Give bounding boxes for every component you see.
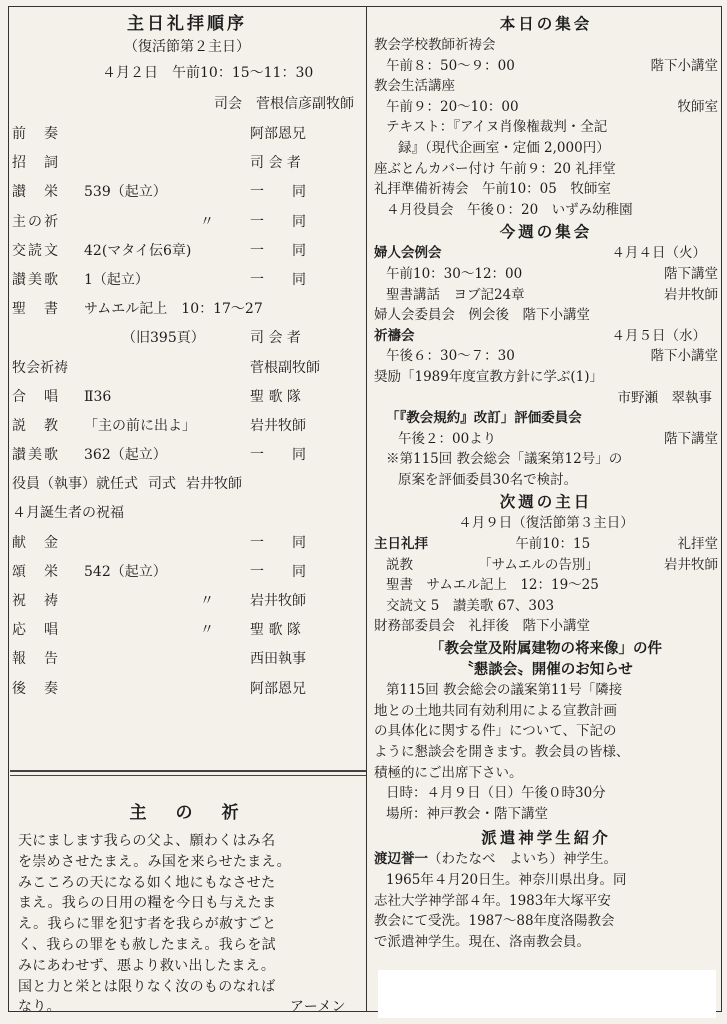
week-item-detail: 市野瀬 翠執事 — [617, 389, 712, 406]
lords-prayer-text — [12, 831, 362, 1018]
order-item-detail: 〃 — [200, 213, 214, 230]
time-text: 午後２：00より — [398, 430, 497, 447]
future-notice-subtitle: 〝懇談会〟開催のお知らせ — [459, 660, 633, 678]
order-item-leader: 阿部恩兄 — [250, 680, 306, 697]
order-item-name: 讃 栄 — [12, 184, 60, 201]
place-text: 階下小講堂 — [650, 348, 718, 365]
left-column — [12, 12, 362, 1016]
worship-order-item — [12, 120, 362, 149]
place-text: 牧師室 — [677, 98, 718, 115]
worship-order-item — [12, 149, 362, 178]
worship-order-item — [12, 237, 362, 266]
future-notice-line: 第115回 教会総会の議案第11号「隣接 — [386, 682, 623, 699]
meeting-name: 婦人会例会 — [374, 245, 442, 262]
order-item-detail: 542（起立） — [84, 563, 167, 580]
order-item-leader: 一 同 — [250, 184, 306, 201]
next-sunday-date: ４月９日（復活節第３主日） — [458, 515, 634, 532]
future-notice-where: 場所：神戸教会・階下講堂 — [386, 805, 548, 822]
order-item-name: ４月誕生者の祝福 — [12, 505, 124, 522]
preacher-name: 岩井牧師 — [663, 556, 718, 573]
worship-order-item — [12, 295, 362, 324]
order-item-leader: 聖 歌 隊 — [250, 622, 301, 639]
order-item-name: 頌 栄 — [12, 563, 60, 580]
worship-order-item — [12, 529, 362, 558]
future-notice-when: 日時：４月９日（日）午後０時30分 — [386, 785, 606, 802]
student-bio-line: 教会にて受洗。1987〜88年度洛陽教会 — [374, 913, 615, 930]
prayer-last-line — [18, 997, 356, 1018]
student-name-line — [374, 849, 718, 870]
worship-order-item — [12, 266, 362, 295]
order-item-detail: 362（起立） — [84, 447, 167, 464]
place-text: 階下講堂 — [664, 430, 718, 447]
week-item: 婦人会委員会 例会後 階下小講堂 — [374, 307, 590, 324]
prayer-line: 国と力と栄とは限りなく汝のものなれば — [18, 978, 276, 995]
place-text: 礼拝堂 — [677, 536, 718, 553]
worship-order-item — [12, 616, 362, 645]
week-item-detail — [374, 346, 718, 367]
worship-order-item — [12, 324, 362, 353]
order-item-name: 牧会祈祷 — [12, 359, 68, 376]
today-item-detail — [374, 56, 718, 77]
order-item-name: 報 告 — [12, 651, 60, 668]
week-item-detail — [374, 429, 718, 450]
future-notice-line: 地との土地共同有効利用による宣教計画 — [374, 702, 617, 719]
order-item-detail: Ⅱ36 — [84, 388, 112, 405]
future-notice-title: 「教会堂及附属建物の将来像」の件 — [430, 640, 662, 658]
future-notice-line: 積極的にご出席下さい。 — [374, 764, 523, 781]
week-item — [374, 243, 718, 264]
order-item-name: 聖 書 — [12, 301, 60, 318]
week-item-detail — [374, 285, 718, 306]
worship-order-item — [12, 383, 362, 412]
today-item: ４月役員会 午後０：20 いずみ幼稚園 — [386, 201, 633, 218]
order-item-name: 後 奏 — [12, 680, 60, 697]
item-label: 説教 — [386, 556, 413, 573]
worship-presider: 司会 菅根信彦副牧師 — [214, 96, 354, 112]
scripture-text: サムエル記上 12：19〜25 — [426, 577, 599, 594]
today-item: 教会学校教師祈祷会 — [374, 37, 496, 53]
future-notice-line: の具体化に関する件」について、下記の — [374, 723, 617, 740]
order-item-leader: 岩井牧師 — [250, 417, 306, 434]
meeting-date: ４月５日（水） — [611, 327, 706, 344]
order-item-name: 役員（執事）就任式 — [12, 476, 138, 493]
right-column — [374, 12, 718, 952]
next-sunday-item: 交読文 5 讃美歌 67、303 — [386, 597, 555, 614]
order-item-detail: 司式 — [148, 476, 176, 493]
order-item-leader: 聖 歌 隊 — [250, 388, 301, 405]
prayer-line: みにあわせず、悪より救い出したまえ。 — [18, 957, 276, 974]
week-item-detail: 原案を評価委員30名で検討。 — [398, 471, 578, 488]
week-item — [374, 326, 718, 347]
order-item-leader: 西田執事 — [250, 651, 306, 668]
prayer-line: みこころの天になる如く地にもなさせた — [18, 874, 276, 891]
order-item-detail — [84, 149, 250, 178]
worship-order-item — [12, 587, 362, 616]
order-item-name: 前 奏 — [12, 126, 60, 142]
worship-subtitle: （復活節第２主日） — [124, 39, 250, 55]
order-item-name: 讃美歌 — [12, 447, 60, 464]
order-item-name: 応 唱 — [12, 622, 60, 639]
future-notice-line: ように懇談会を開きます。教会員の皆様、 — [374, 744, 630, 760]
order-item-detail: 〃 — [200, 593, 214, 609]
section-divider-thin — [10, 775, 366, 776]
worship-order-item — [12, 675, 362, 704]
worship-order-item — [12, 499, 362, 528]
prayer-line: なり。 — [18, 999, 61, 1016]
order-item-leader: 一 同 — [250, 271, 306, 288]
order-item-detail: 1（起立） — [84, 271, 149, 288]
week-meetings-title: 今週の集会 — [499, 222, 593, 242]
column-divider — [366, 6, 367, 1012]
week-item-detail: 奨励「1989年度宣教方針に学ぶ(1)」 — [374, 368, 603, 385]
next-sunday-title: 次週の主日 — [499, 492, 593, 512]
item-label: 聖書 — [386, 577, 413, 594]
order-item-detail: 539（起立） — [84, 184, 167, 201]
worship-order-item — [12, 441, 362, 470]
order-item-leader: 岩井牧師 — [250, 593, 306, 609]
student-bio-line: 志社大学神学部４年。1983年大塚平安 — [374, 892, 611, 909]
lords-prayer-section — [12, 780, 362, 1018]
order-item-detail — [84, 675, 250, 704]
time-text: 午前10：15 — [515, 536, 591, 553]
sermon-title: 「サムエルの告別」 — [478, 556, 599, 573]
place-text: 階下小講堂 — [650, 57, 718, 74]
next-sunday-item: 財務部委員会 礼拝後 階下小講堂 — [374, 618, 590, 635]
order-item-name: 招 詞 — [12, 155, 60, 172]
order-item-detail — [84, 529, 250, 558]
order-item-name: 讃美歌 — [12, 271, 60, 288]
student-reading: （わたなべ よいち）神学生。 — [428, 851, 617, 868]
order-item-detail — [84, 645, 250, 674]
meeting-name: 祈禱会 — [374, 327, 415, 344]
leader-text: 岩井牧師 — [664, 286, 718, 303]
order-item-leader: 阿部恩兄 — [250, 126, 306, 142]
worship-order-item — [12, 208, 362, 237]
worship-order-item — [12, 412, 362, 441]
time-text: 午後６：30〜７：30 — [386, 348, 515, 365]
order-item-leader: 一 同 — [250, 242, 306, 259]
week-item-detail: ※第115回 教会総会「議案第12号」の — [386, 451, 623, 468]
time-text: 午前８：50〜９：00 — [386, 57, 515, 74]
place-text: 階下講堂 — [664, 265, 718, 282]
today-item: 礼拝準備祈祷会 午前10：05 牧師室 — [374, 181, 611, 198]
worship-order-item — [12, 558, 362, 587]
order-item-leader — [263, 295, 362, 324]
next-sunday-item — [374, 575, 718, 596]
today-item-detail: 録』（現代企画室・定価 2,000円） — [398, 139, 610, 156]
order-item-name: 説 教 — [12, 417, 60, 434]
order-item-leader — [144, 499, 362, 528]
blank-label-patch — [378, 970, 716, 1018]
week-item-detail — [374, 264, 718, 285]
student-name: 渡辺誉一 — [374, 851, 428, 868]
worship-order-item — [12, 645, 362, 674]
worship-order-item — [12, 354, 362, 383]
prayer-line: を崇めさせたまえ。み国を来らせたまえ。 — [18, 853, 291, 870]
today-item: 座ぶとんカバー付け 午前９：20 礼拝堂 — [374, 160, 616, 177]
worship-order-item — [12, 470, 362, 499]
today-item-detail — [374, 97, 718, 118]
time-text: 午前10：30〜12：00 — [386, 265, 523, 282]
order-item-leader: 一 同 — [250, 563, 306, 580]
order-item-leader: 岩井牧師 — [186, 476, 242, 493]
order-item-detail: 「主の前に出よ」 — [84, 417, 196, 434]
prayer-line: まえ。我らの日用の糧を今日も与えたま — [18, 895, 277, 912]
prayer-line: え。我らに罪を犯す者を我らが赦すごと — [18, 916, 277, 933]
order-item-leader: 司 会 者 — [250, 330, 301, 347]
order-item-leader: 一 同 — [250, 447, 306, 464]
next-sunday-item — [374, 534, 718, 555]
order-item-leader: 菅根副牧師 — [250, 359, 320, 376]
order-item-leader: 一 同 — [250, 534, 306, 551]
lords-prayer-title: 主 の 祈 — [129, 803, 245, 823]
next-sunday-item — [374, 555, 718, 576]
today-meetings-title: 本日の集会 — [499, 14, 593, 33]
order-item-detail — [124, 499, 144, 528]
student-intro-title: 派遣神学生紹介 — [481, 828, 611, 848]
order-item-detail: 42(マタイ伝6章) — [84, 242, 192, 259]
order-item-detail: 〃 — [200, 622, 214, 639]
week-item: 「『教会規約』改訂」評価委員会 — [386, 410, 582, 427]
student-bio-line: 1965年４月20日生。神奈川県出身。同 — [386, 871, 627, 888]
section-divider — [10, 770, 366, 772]
order-item-detail — [84, 120, 250, 149]
order-item-detail: （旧395頁） — [122, 330, 205, 347]
service-name: 主日礼拝 — [374, 536, 428, 553]
topic-text: 聖書講話 ヨブ記24章 — [386, 286, 525, 303]
order-item-name: 祝 祷 — [12, 593, 60, 609]
student-bio-line: で派遣神学生。現在、洛南教会員。 — [374, 933, 590, 950]
worship-order-item — [12, 178, 362, 207]
worship-order-list — [12, 120, 362, 704]
order-item-detail: サムエル記上 10：17〜27 — [84, 301, 263, 318]
order-item-name — [12, 324, 122, 353]
prayer-amen: アーメン — [289, 999, 346, 1016]
time-text: 午前９：20〜10：00 — [386, 98, 519, 115]
order-item-name: 主の祈 — [12, 213, 60, 230]
meeting-date: ４月４日（火） — [611, 245, 706, 262]
prayer-line: 天にまします我らの父よ、願わくはみ名 — [18, 833, 276, 849]
order-item-name: 交読文 — [12, 242, 60, 259]
order-item-leader: 一 同 — [250, 213, 306, 230]
today-item-detail: テキスト：『アイヌ肖像権裁判・全記 — [386, 119, 608, 136]
today-item: 教会生活講座 — [374, 78, 455, 95]
order-item-name: 献 金 — [12, 534, 60, 551]
order-item-name: 合 唱 — [12, 388, 60, 405]
worship-order-title: 主日礼拝順序 — [127, 14, 247, 34]
prayer-line: く、我らの罪をも赦したまえ。我らを試 — [18, 936, 276, 953]
order-item-leader: 司 会 者 — [250, 155, 301, 172]
worship-date: ４月２日 午前10：15〜11：30 — [102, 65, 314, 81]
